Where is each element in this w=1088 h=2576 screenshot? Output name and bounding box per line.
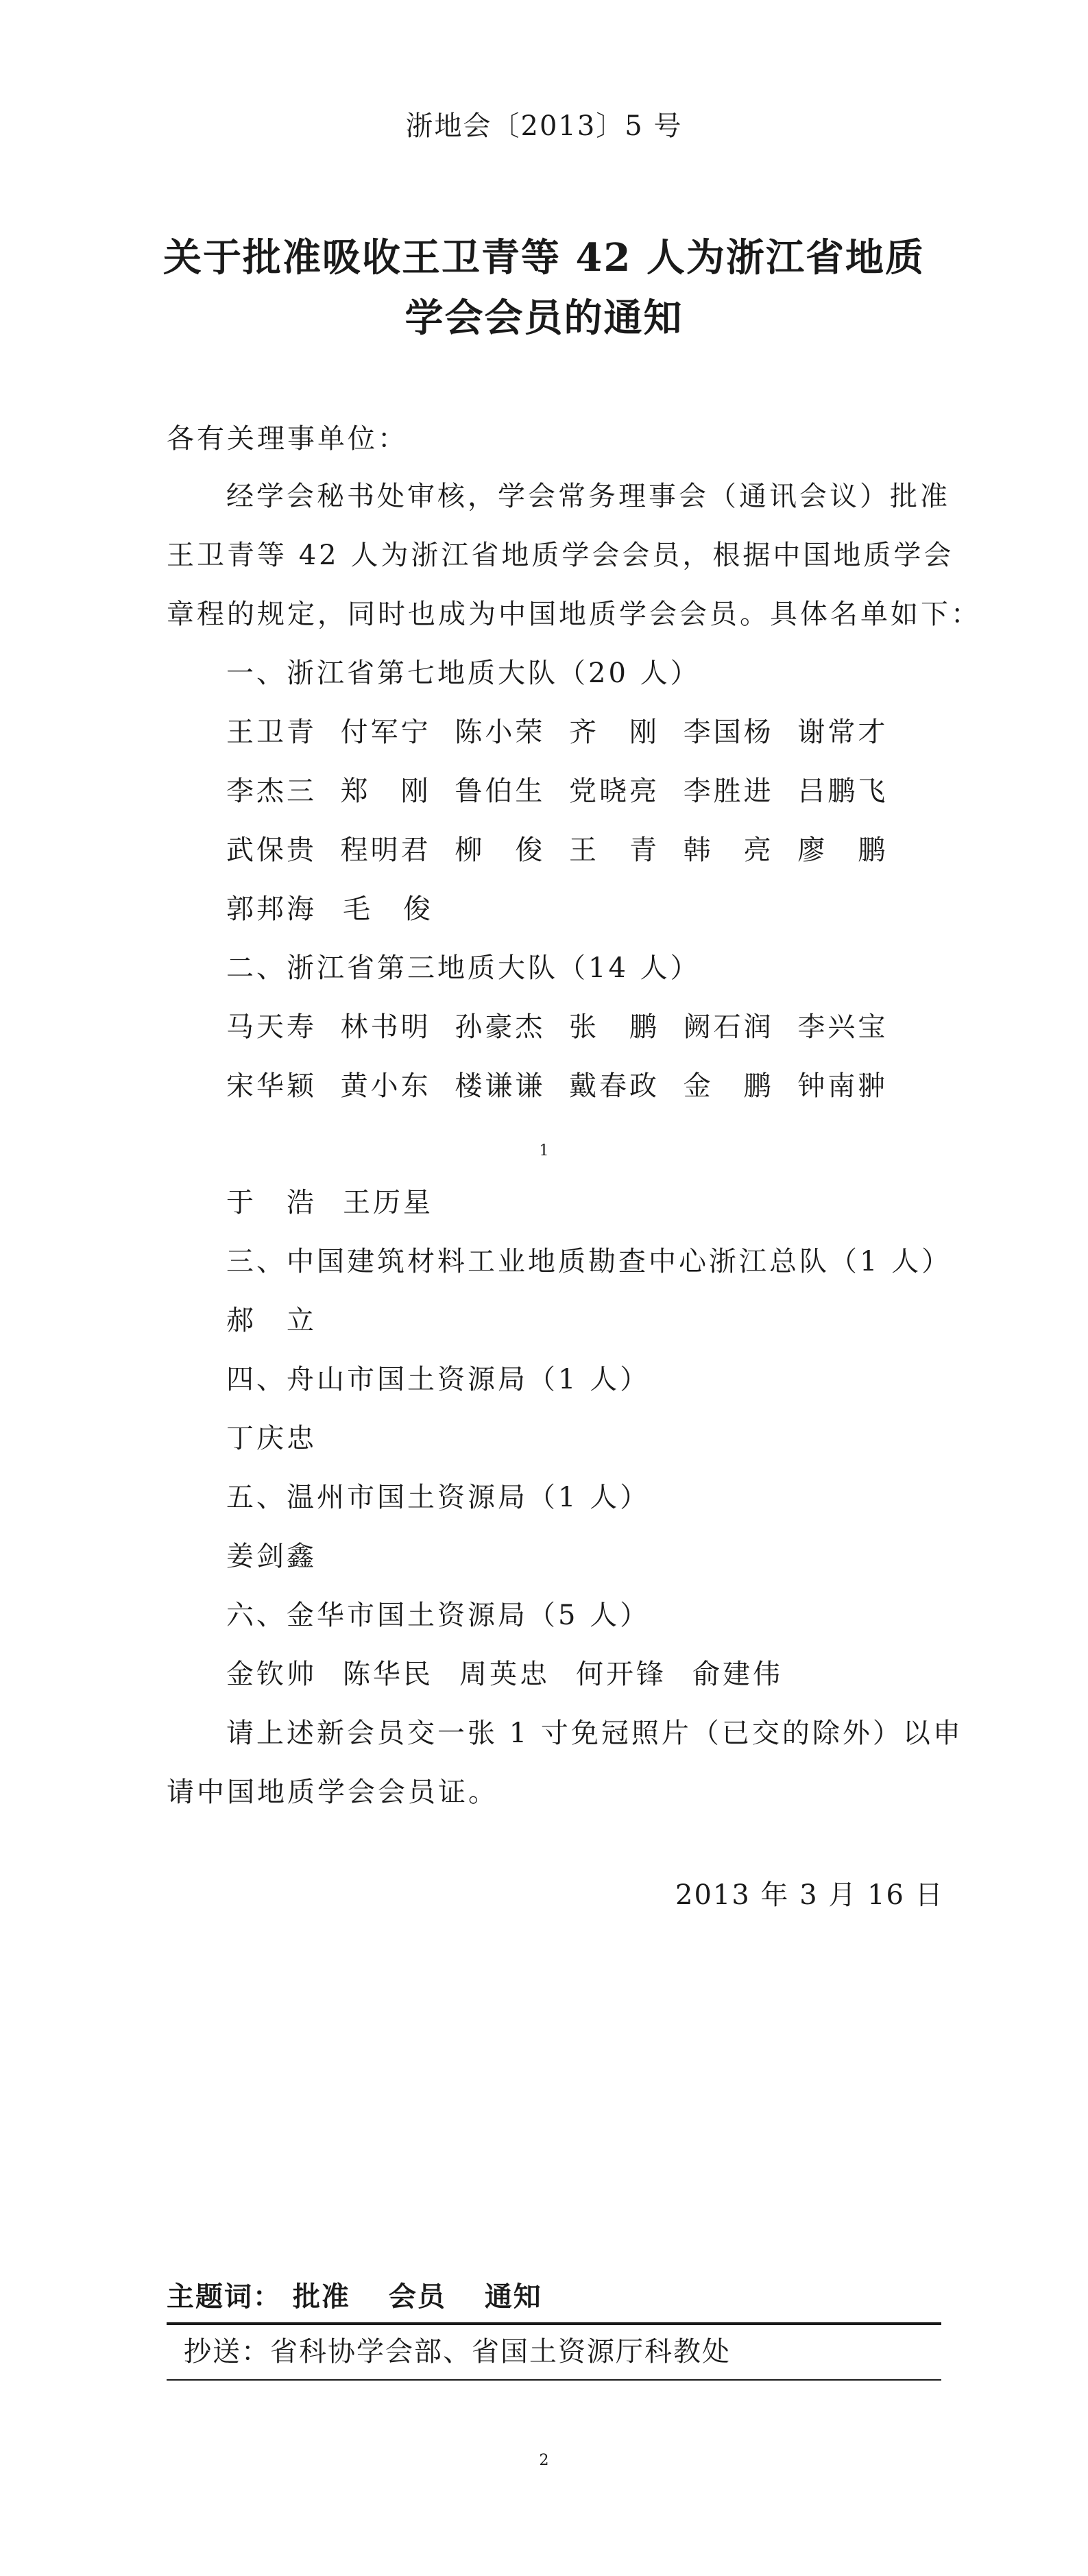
name-row <box>226 1652 912 1692</box>
salutation: 各有关理事单位： <box>167 423 408 455</box>
member-name: 郭邦海 <box>226 893 317 925</box>
divider-thick <box>167 2322 941 2325</box>
member-name: 付军宁 <box>340 717 431 748</box>
member-name: 黄小东 <box>340 1070 431 1102</box>
keywords-label: 主题词： <box>167 2281 282 2313</box>
member-name: 韩 亮 <box>683 834 774 866</box>
document-title-line-2: 学会会员的通知 <box>404 296 684 341</box>
section-heading: 一、浙江省第七地质大队（20 人） <box>226 658 701 689</box>
member-name: 王历星 <box>343 1187 433 1218</box>
name-row <box>226 1299 912 1338</box>
keyword: 通知 <box>484 2281 542 2313</box>
member-name: 王 青 <box>569 834 660 866</box>
member-name: 王卫青 <box>226 717 317 748</box>
name-row <box>226 769 912 808</box>
issue-date: 2013 年 3 月 16 日 <box>675 1879 944 1911</box>
member-name: 廖 鹏 <box>797 834 888 866</box>
member-name: 李国杨 <box>683 717 774 748</box>
closing-line-2: 请中国地质学会会员证。 <box>167 1777 498 1808</box>
member-name: 钟南翀 <box>797 1070 888 1102</box>
keyword: 批准 <box>292 2281 350 2313</box>
section-heading: 五、温州市国土资源局（1 人） <box>226 1482 651 1513</box>
keyword: 会员 <box>388 2281 446 2313</box>
member-name: 张 鹏 <box>569 1011 660 1043</box>
member-name: 俞建伟 <box>692 1659 783 1690</box>
name-row <box>226 710 912 749</box>
member-name: 毛 俊 <box>343 893 433 925</box>
document-number: 浙地会〔2013〕5 号 <box>405 110 683 142</box>
cc-recipients: 抄送：省科协学会部、省国土资源厅科教处 <box>184 2336 731 2368</box>
member-name: 程明君 <box>340 834 431 866</box>
member-name: 宋华颖 <box>226 1070 317 1102</box>
name-row <box>226 887 912 926</box>
member-name: 齐 刚 <box>569 717 660 748</box>
name-row <box>226 1181 912 1220</box>
section-heading: 二、浙江省第三地质大队（14 人） <box>226 952 701 984</box>
subject-keywords <box>167 2275 570 2314</box>
member-name: 阙石润 <box>683 1011 774 1043</box>
member-name: 马天寿 <box>226 1011 317 1043</box>
member-name: 楼谦谦 <box>455 1070 546 1102</box>
member-name: 李杰三 <box>226 775 317 807</box>
member-name: 何开锋 <box>576 1659 666 1690</box>
member-name: 于 浩 <box>226 1187 317 1218</box>
name-row <box>226 1534 912 1574</box>
member-name: 鲁伯生 <box>455 775 546 807</box>
intro-line-1: 经学会秘书处审核，学会常务理事会（通讯会议）批准 <box>226 481 950 512</box>
member-name: 李兴宝 <box>797 1011 888 1043</box>
member-name: 金 鹏 <box>683 1070 774 1102</box>
intro-line-3: 章程的规定，同时也成为中国地质学会会员。具体名单如下： <box>167 599 981 630</box>
name-row <box>226 1005 912 1044</box>
name-row <box>226 1064 912 1103</box>
member-name: 柳 俊 <box>455 834 546 866</box>
intro-line-2: 王卫青等 42 人为浙江省地质学会会员，根据中国地质学会 <box>167 540 954 571</box>
section-heading: 四、舟山市国土资源局（1 人） <box>226 1364 651 1395</box>
section-heading: 三、中国建筑材料工业地质勘查中心浙江总队（1 人） <box>226 1246 952 1277</box>
name-row <box>226 1417 912 1456</box>
member-name: 林书明 <box>340 1011 431 1043</box>
section-heading: 六、金华市国土资源局（5 人） <box>226 1600 651 1631</box>
member-name: 周英忠 <box>459 1659 550 1690</box>
divider-thin <box>167 2379 941 2381</box>
member-name: 吕鹏飞 <box>797 775 888 807</box>
member-name: 郝 立 <box>226 1305 317 1336</box>
member-name: 郑 刚 <box>340 775 431 807</box>
page-number: 1 <box>539 1142 549 1159</box>
member-name: 陈小荣 <box>455 717 546 748</box>
member-name: 姜剑鑫 <box>226 1541 317 1572</box>
member-name: 李胜进 <box>683 775 774 807</box>
name-row <box>226 828 912 867</box>
page-number: 2 <box>539 2452 549 2469</box>
member-name: 谢常才 <box>797 717 888 748</box>
member-name: 戴春政 <box>569 1070 660 1102</box>
member-name: 丁庆忠 <box>226 1423 317 1454</box>
member-name: 孙豪杰 <box>455 1011 546 1043</box>
document-title-line-1: 关于批准吸收王卫青等 42 人为浙江省地质 <box>163 235 925 280</box>
closing-line-1: 请上述新会员交一张 1 寸免冠照片（已交的除外）以申 <box>226 1718 963 1749</box>
member-name: 金钦帅 <box>226 1659 317 1690</box>
member-name: 党晓亮 <box>569 775 660 807</box>
member-name: 陈华民 <box>343 1659 433 1690</box>
member-name: 武保贵 <box>226 834 317 866</box>
